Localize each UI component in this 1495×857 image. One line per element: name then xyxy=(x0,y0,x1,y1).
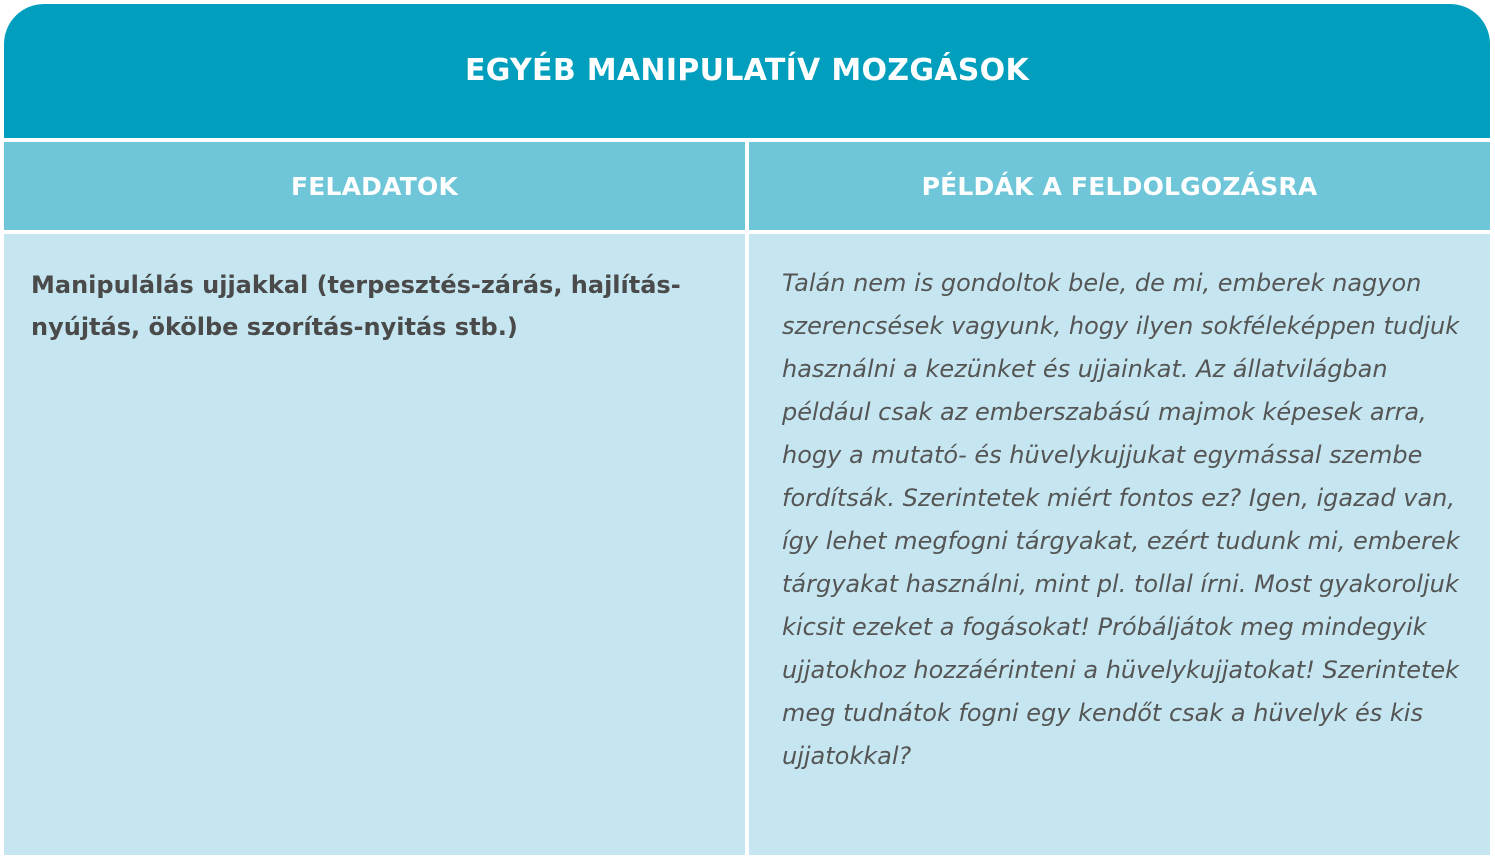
column-header-examples xyxy=(749,142,1490,230)
table-title: EGYÉB MANIPULATÍV MOZGÁSOK xyxy=(464,52,1030,88)
example-text: Talán nem is gondoltok bele, de mi, emberek nagyon szerencsések vagyunk, hogy ilyen sokféleképpen tudjuk használni a kezünket és ujjainkat. Az állatvilágban például csak az emberszabású majmok képesek arra, hogy a mutató- és hüvelykujjukat egymással szembe fordítsák. Szerintetek miért fontos ez? Igen, igazad van, így lehet megfogni tárgyakat, ezért tudunk mi, emberek tárgyakat használni, mint pl. tollal írni. Most gyakoroljuk kicsit ezeket a fogásokat! Próbáljátok meg mindegyik ujjatokhoz hozzáérinteni a hüvelykujjatokat! Szerintetek meg tudnátok fogni egy kendőt csak a hüvelyk és kis ujjatokkal? xyxy=(782,269,1460,770)
column-header-examples-label: PÉLDÁK A FELDOLGOZÁSRA xyxy=(921,171,1318,201)
table-title-bar xyxy=(4,4,1490,138)
task-text: Manipulálás ujjakkal (terpesztés-zárás, hajlítás-nyújtás, ökölbe szorítás-nyitás stb.) xyxy=(31,271,681,341)
column-header-tasks-label: FELADATOK xyxy=(290,171,459,201)
table-frame xyxy=(4,4,1490,855)
table-cell-task xyxy=(4,234,745,855)
table-cell-example xyxy=(749,234,1490,855)
column-header-tasks xyxy=(4,142,745,230)
